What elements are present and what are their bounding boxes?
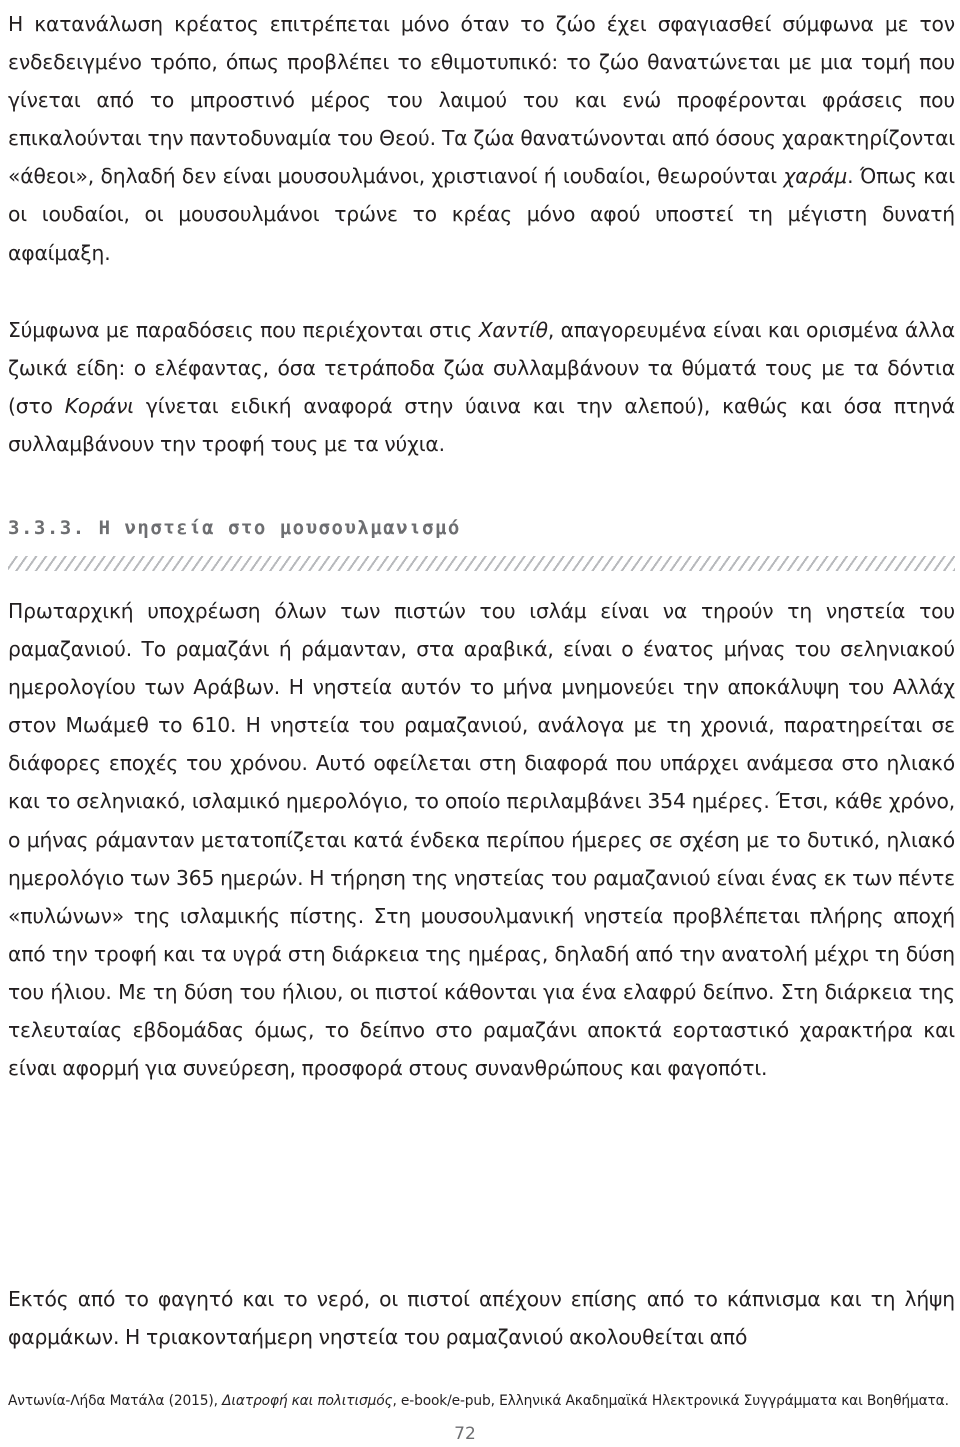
text-segment: Πρωταρχική υποχρέωση όλων των πιστών του ισλάμ είναι να τηρούν τη νηστεία του ραμαζανιού. Το ραμαζάνι ή ράμανταν, στα αραβικά, είναι ο ένατος μήνας του σεληνιακού ημερολογίου των Αράβων. Η νηστεία αυτόν το μήνα μνημονεύει την αποκάλυψη του Αλλάχ στον Μωάμεθ το 610. Η νηστεία του ραμαζανιού, ανάλογα με τη χρονιά, παρατηρείται σε διάφορες εποχές του χρόνου. Αυτό οφείλεται στη διαφορά που υπάρχει ανάμεσα στο ηλιακό και το σεληνιακό, ισλαμικό ημερολόγιο, το οποίο περιλαμβάνει 354 ημέρες. Έτσι, κάθε χρόνο, ο μήνας ράμανταν μετατοπίζεται κατά ένδεκα περίπου ήμερες σε σχέση με το δυτικό, ηλιακό ημερολόγιο των 365 ημερών. Η τήρηση της νηστείας του ραμαζανιού είναι ένας εκ των πέντε «πυλώνων» της ισλαμικής πίστης. Στη μουσουλμανική νηστεία προβλέπεται πλήρης αποχή από την τροφή και τα υγρά στη διάρκεια της ημέρας, δηλαδή από την ανατολή μέχρι τη δύση του ήλιου. Με τη δύση του ήλιου, οι πιστοί κάθονται για ένα ελαφρύ δείπνο. Στη διάρκεια της τελευταίας εβδομάδας όμως, το δείπνο στο ραμαζάνι αποκτά εορταστικό χαρακτήρα και είναι αφορμή για συνεύρεση, προσφορά στους συνανθρώπους και φαγοπότι.	[8, 599, 955, 1081]
text-segment: . Όπως και οι ιουδαίοι, οι μουσουλμάνοι τρώνε το κρέας μόνο αφού υποστεί τη μέγιστη δυνατή αφαίμαξη.	[8, 164, 955, 265]
paragraph-forbidden-species	[8, 311, 955, 463]
footer-citation	[8, 1393, 949, 1409]
text-segment-italic: χαράμ	[783, 164, 848, 189]
citation-title: Διατροφή και πολιτισμός	[222, 1393, 393, 1409]
text-segment: Σύμφωνα με παραδόσεις που περιέχονται στις	[8, 318, 479, 342]
paragraph-abstentions	[8, 1280, 955, 1356]
text-segment: Η κατανάλωση κρέατος επιτρέπεται μόνο όταν το ζώο έχει σφαγιασθεί σύμφωνα με τον ενδεδειγμένο τρόπο, όπως προβλέπει το εθιμοτυπικό: το ζώο θανατώνεται με μια τομή που γίνεται από το μπροστινό μέρος του λαιμού του και ενώ προφέρονται φράσεις που επικαλούνται την παντοδυναμία του Θεού. Τα ζώα θανατώνονται από όσους χαρακτηρίζονται «άθεοι», δηλαδή δεν είναι μουσουλμάνοι, χριστιανοί ή ιουδαίοι, θεωρούνται	[8, 12, 955, 189]
citation-segment: Αντωνία-Λήδα Ματάλα (2015),	[8, 1393, 223, 1409]
text-segment: Εκτός από το φαγητό και το νερό, οι πιστοί απέχουν επίσης από το κάπνισμα και τη λήψη φαρμάκων. Η τριακονταήμερη νηστεία του ραμαζανιού ακολουθείται από	[8, 1287, 955, 1350]
paragraph-meat-consumption	[8, 5, 955, 272]
text-segment: , απαγορευμένα είναι και ορισμένα άλλα ζωικά είδη: ο ελέφαντας, όσα τετράποδα ζώα συλλαμβάνουν τα θύματά τους με τα δόντια (στο	[8, 318, 955, 419]
text-segment-italic: Κοράνι	[64, 394, 134, 419]
citation-segment: , e-book/e-pub, Ελληνικά Ακαδημαϊκά Ηλεκτρονικά Συγγράμματα και Βοηθήματα.	[392, 1393, 949, 1409]
text-segment-italic: Χαντίθ	[478, 318, 548, 342]
section-heading: 3.3.3. Η νηστεία στο μουσουλμανισμό	[8, 517, 461, 539]
hatched-divider	[8, 556, 955, 571]
text-segment: γίνεται ειδική αναφορά στην ύαινα και την αλεπού), καθώς και όσα πτηνά συλλαμβάνουν την τροφή τους με τα νύχια.	[8, 394, 955, 457]
paragraph-ramadan-fasting	[8, 592, 955, 1087]
page-number: 72	[454, 1424, 476, 1444]
